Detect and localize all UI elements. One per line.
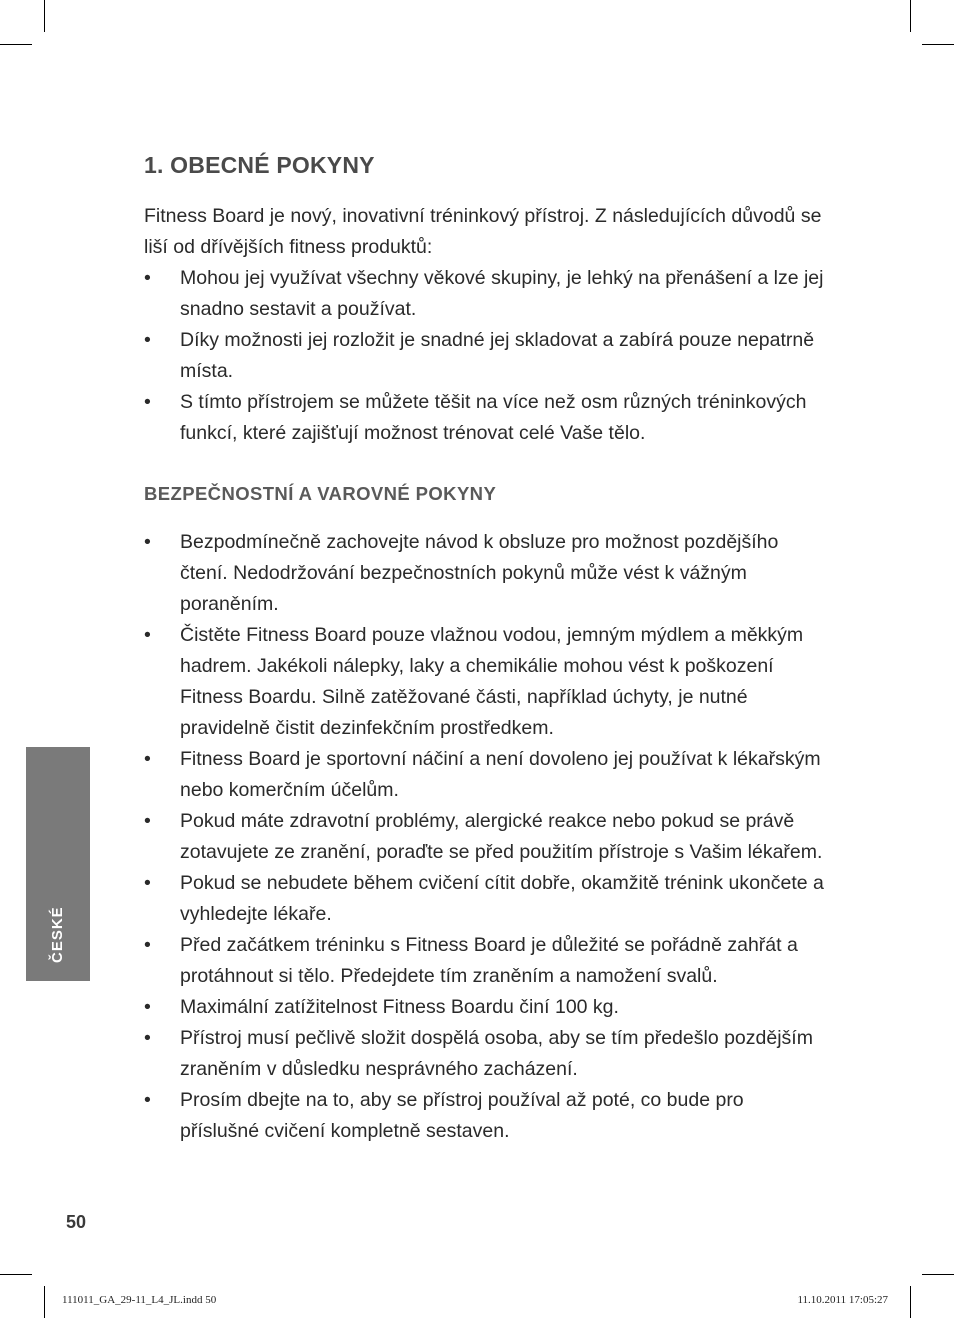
list-item [144,1085,824,1147]
list-item-text: Fitness Board je sportovní náčiní a není dovoleno jej používat k lékařským nebo komerčním účelům. [180,748,821,801]
language-tab-label: ČESKÉ [49,906,66,963]
list-item [144,868,824,930]
list-item [144,620,824,744]
bullet-icon: • [144,810,151,832]
list-item-text: Prosím dbejte na to, aby se přístroj používal až poté, co bude pro příslušné cvičení kompletně sestaven. [180,1089,744,1142]
footer-file-slug: 111011_GA_29-11_L4_JL.indd 50 [62,1294,217,1306]
bullet-icon: • [144,1089,151,1111]
bullet-icon: • [144,934,151,956]
list-item-text: Přístroj musí pečlivě složit dospělá osoba, aby se tím předešlo pozdějším zraněním v důsledku nesprávného zacházení. [180,1027,813,1080]
list-item-text: Před začátkem tréninku s Fitness Board je důležité se pořádně zahřát a protáhnout si tělo. Předejdete tím zraněním a namožení svalů. [180,934,798,987]
list-item-text: S tímto přístrojem se můžete těšit na více než osm různých tréninkových funkcí, které zajišťují možnost trénovat celé Vaše tělo. [180,391,807,444]
list-item-text: Pokud se nebudete během cvičení cítit dobře, okamžitě trénink ukončete a vyhledejte lékaře. [180,872,824,925]
list-item [144,263,824,325]
list-item [144,806,824,868]
bullet-icon: • [144,624,151,646]
crop-mark [44,0,45,32]
list-item-text: Bezpodmínečně zachovejte návod k obsluze pro možnost pozdějšího čtení. Nedodržování bezpečnostních pokynů může vést k vážným poraněním. [180,531,779,615]
list-item [144,527,824,620]
list-item [144,325,824,387]
bullet-icon: • [144,1027,151,1049]
list-item [144,930,824,992]
crop-mark [0,44,32,45]
section-title: 1. OBECNÉ POKYNY [144,152,375,178]
list-item-text: Maximální zatížitelnost Fitness Boardu činí 100 kg. [180,996,619,1018]
list-item-text: Čistěte Fitness Board pouze vlažnou vodou, jemným mýdlem a měkkým hadrem. Jakékoli nálepky, laky a chemikálie mohou vést k poškození Fitness Boardu. Silně zatěžované části, například úchyty, je nutné pravidelně čistit dezinfekčním prostředkem. [180,624,804,739]
crop-mark [910,0,911,32]
bullet-icon: • [144,267,151,289]
crop-mark [922,44,954,45]
bullet-icon: • [144,748,151,770]
list-item [144,1023,824,1085]
bullet-icon: • [144,531,151,553]
crop-mark [44,1286,45,1318]
crop-mark [910,1286,911,1318]
language-side-tab [26,747,90,981]
list-item [144,387,824,449]
bullet-icon: • [144,872,151,894]
list-item [144,744,824,806]
bullet-icon: • [144,329,151,351]
intro-paragraph: Fitness Board je nový, inovativní tréninkový přístroj. Z následujících důvodů se liší od dřívějších fitness produktů: [144,205,822,258]
page-number: 50 [66,1212,87,1232]
list-item-text: Pokud máte zdravotní problémy, alergické reakce nebo pokud se právě zotavujete ze zranění, poraďte se před použitím přístroje s Vašim lékařem. [180,810,823,863]
bullet-icon: • [144,996,151,1018]
list-item-text: Díky možnosti jej rozložit je snadné jej skladovat a zabírá pouze nepatrně místa. [180,329,815,382]
list-item [144,992,824,1023]
safety-bullet-list [144,527,824,1147]
footer-datetime-slug: 11.10.2011 17:05:27 [797,1294,888,1306]
general-bullet-list [144,263,824,449]
safety-heading: BEZPEČNOSTNÍ A VAROVNÉ POKYNY [144,483,497,504]
bullet-icon: • [144,391,151,413]
list-item-text: Mohou jej využívat všechny věkové skupiny, je lehký na přenášení a lze jej snadno sestavit a používat. [180,267,824,320]
crop-mark [922,1274,954,1275]
crop-mark [0,1274,32,1275]
